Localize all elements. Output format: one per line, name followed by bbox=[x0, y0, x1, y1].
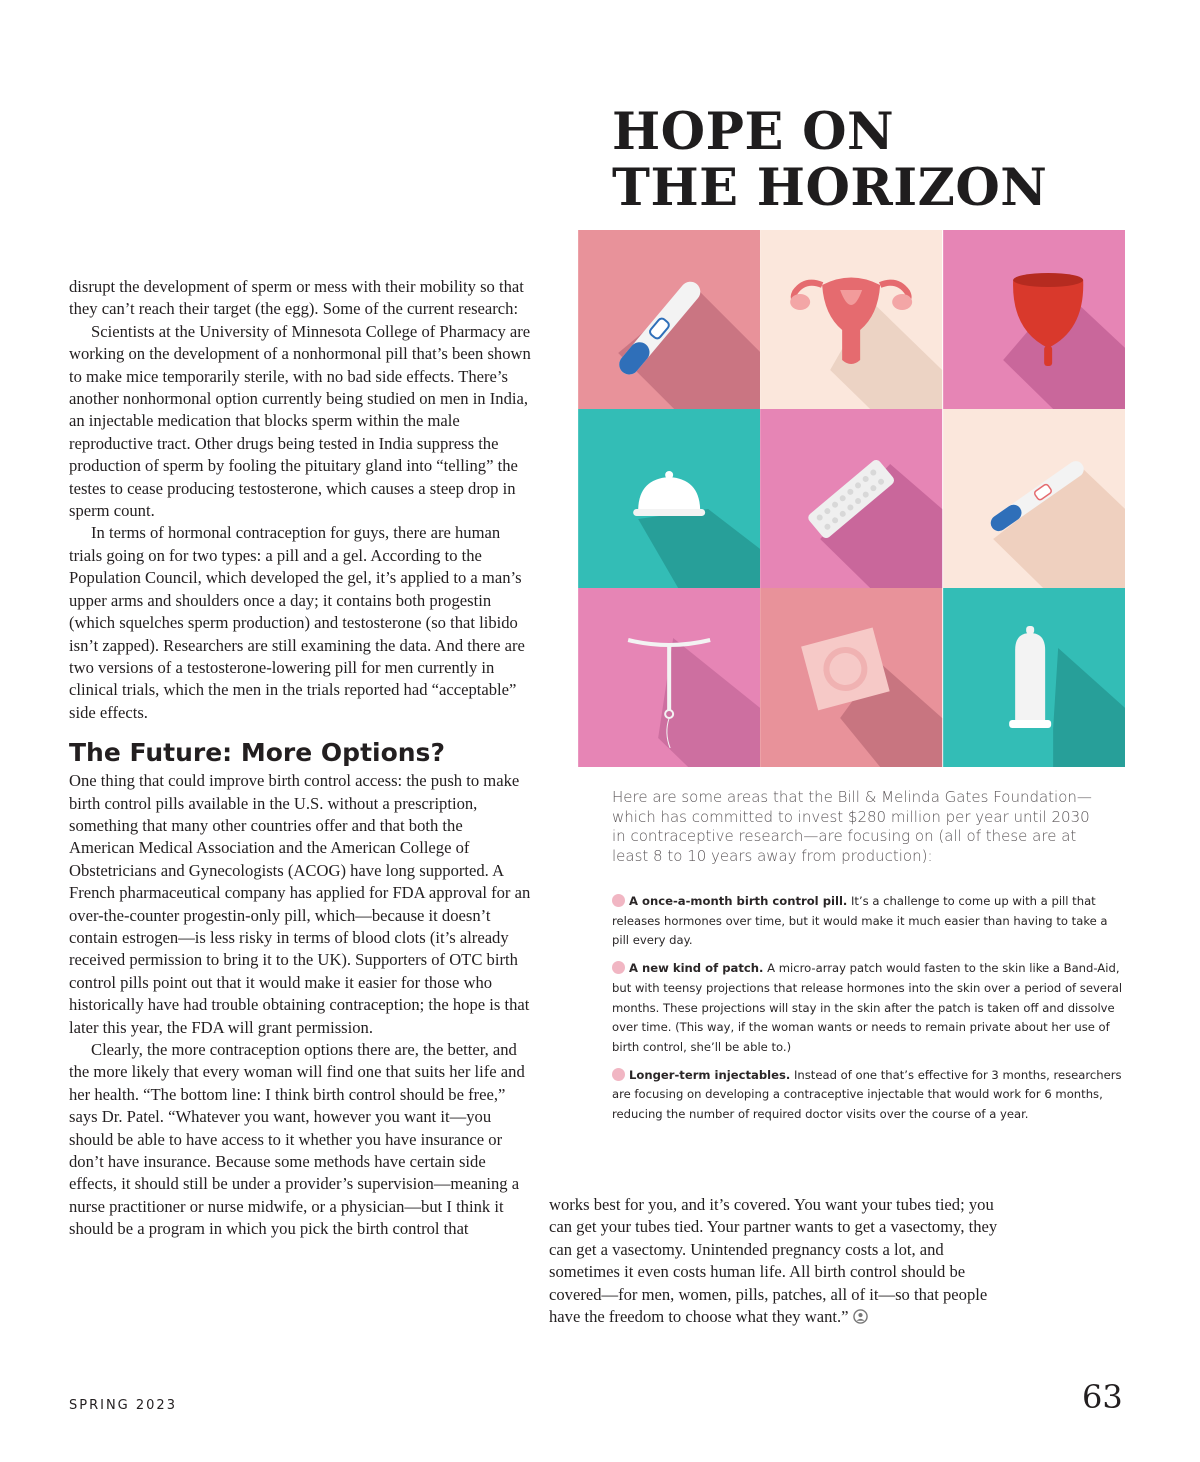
section-heading: The Future: More Options? bbox=[69, 738, 445, 768]
iud-icon bbox=[578, 588, 760, 767]
issue-label: SPRING 2023 bbox=[69, 1398, 177, 1413]
diaphragm-icon bbox=[578, 409, 760, 588]
bullet-dot-icon bbox=[612, 1068, 625, 1081]
headline bbox=[612, 104, 1172, 216]
paragraph-text: works best for you, and it’s covered. You want your tubes tied; you can get your tubes tied. Your partner wants to get a vasectomy, they can get a vasectomy. Unintended pregnancy costs a lot, and sometimes it even costs human life. All birth control should be covered—for men, women, pills, patches, all of it—so that people have the freedom to choose what they want.” bbox=[549, 1195, 998, 1327]
bullet-dot-icon bbox=[612, 894, 625, 907]
list-item bbox=[612, 1066, 1128, 1125]
left-column bbox=[69, 276, 531, 1241]
paragraph: In terms of hormonal contraception for guys, there are human trials going on for two types: a pill and a gel. According to the Population Council, which developed the gel, it’s applied to a man’s upper arms and shoulders once a day; it contains both progestin (which squelches sperm production) and testosterone (so that libido isn’t zapped). Researchers are still examining the data. And there are two versions of a testosterone-lowering pill for men currently in clinical trials, which the men in the trials reported had “acceptable” side effects. bbox=[69, 523, 525, 722]
tile-diaphragm bbox=[578, 409, 760, 588]
paragraph: Clearly, the more contraception options there are, the better, and the more likely that every woman will find one that suits her life and her health. “The bottom line: I think birth control should be free,” says Dr. Patel. “Whatever you want, however you want it—you should be able to have access to it whether you have insurance or don’t have insurance. Because some methods have certain side effects, it should still be under a provider’s supervision—meaning a nurse practitioner or nurse midwife, or a physician—but I think it should be a program in which you pick the birth control that bbox=[69, 1040, 525, 1239]
sidebar-caption: Here are some areas that the Bill & Melinda Gates Foundation—which has committed to invest $280 million per year until 2030 in contraceptive research—are focusing on (all of these are at least 8 to 10 years away from production): bbox=[612, 788, 1092, 865]
bullet-lead: A new kind of patch. bbox=[629, 961, 764, 976]
bullet-text: Instead of one that’s effective for 3 months, researchers are focusing on developing a contraceptive injectable that would work for 6 months, reducing the number of required doctor visits over the course of a year. bbox=[612, 1067, 1122, 1122]
tile-pregnancy-test bbox=[578, 230, 760, 409]
pregnancy-test-icon bbox=[578, 230, 760, 409]
list-item bbox=[612, 892, 1128, 951]
paragraph: disrupt the development of sperm or mess with their mobility so that they can’t reach their target (the egg). Some of the current research: bbox=[69, 277, 524, 319]
menstrual-cup-icon bbox=[943, 230, 1125, 409]
page-number: 63 bbox=[1082, 1378, 1123, 1416]
tile-condom bbox=[943, 588, 1125, 767]
pregnancy-test-icon bbox=[943, 409, 1125, 588]
tile-pill-pack bbox=[760, 409, 942, 588]
right-column bbox=[549, 1194, 1009, 1328]
headline-line-1: HOPE ON bbox=[612, 102, 895, 162]
bullet-lead: A once-a-month birth control pill. bbox=[629, 894, 848, 908]
tile-uterus bbox=[760, 230, 942, 409]
bullet-text: It’s a challenge to come up with a pill that releases hormones over time, but it would make it much easier than having to take a pill every day. bbox=[612, 894, 1108, 948]
uterus-icon bbox=[760, 230, 942, 409]
contraceptive-icon-grid bbox=[578, 230, 1125, 767]
sidebar-bullet-list bbox=[612, 892, 1128, 1133]
tile-condom-wrapper bbox=[760, 588, 942, 767]
paragraph bbox=[549, 1194, 1009, 1328]
bullet-text: A micro-array patch would fasten to the skin like a Band-Aid, but with teensy projections that release hormones into the skin over a period of several months. These projections will stay in the skin after the patch is taken off and dissolve over time. (This way, if the woman wants or needs to remain private about her use of birth control, she’ll be able to.) bbox=[612, 961, 1123, 1054]
tile-pregnancy-test-2 bbox=[943, 409, 1125, 588]
list-item bbox=[612, 959, 1128, 1058]
tile-menstrual-cup bbox=[943, 230, 1125, 409]
headline-line-2: THE HORIZON bbox=[612, 158, 1048, 218]
paragraph: Scientists at the University of Minnesota College of Pharmacy are working on the development of a nonhormonal pill that’s been shown to make mice temporarily sterile, with no bad side effects. There’s another nonhormonal option currently being studied on men in India, an injectable medication that blocks sperm within the male reproductive tract. Other drugs being tested in India suppress the production of sperm by fooling the pituitary gland into “telling” the testes to cease producing testosterone, which causes a steep drop in sperm count. bbox=[69, 321, 531, 521]
end-mark-icon bbox=[853, 1309, 868, 1324]
condom-icon bbox=[943, 588, 1125, 767]
pill-pack-icon bbox=[760, 409, 942, 588]
condom-wrapper-icon bbox=[760, 588, 942, 767]
bullet-lead: Longer-term injectables. bbox=[629, 1067, 791, 1082]
tile-iud bbox=[578, 588, 760, 767]
bullet-dot-icon bbox=[612, 961, 625, 974]
paragraph: One thing that could improve birth control access: the push to make birth control pills available in the U.S. without a prescription, something that many other countries offer and that both the American Medical Association and the American College of Obstetricians and Gynecologists (ACOG) have long supported. A French pharmaceutical company has applied for FDA approval for an over-the-counter progestin-only pill, which—because it doesn’t contain estrogen—is less risky in terms of blood clots (it’s already received permission to bring it to the UK). Supporters of OTC birth control pills point out that it would make it easier for those who historically have had trouble obtaining contraception; the hope is that later this year, the FDA will grant permission. bbox=[69, 771, 531, 1037]
